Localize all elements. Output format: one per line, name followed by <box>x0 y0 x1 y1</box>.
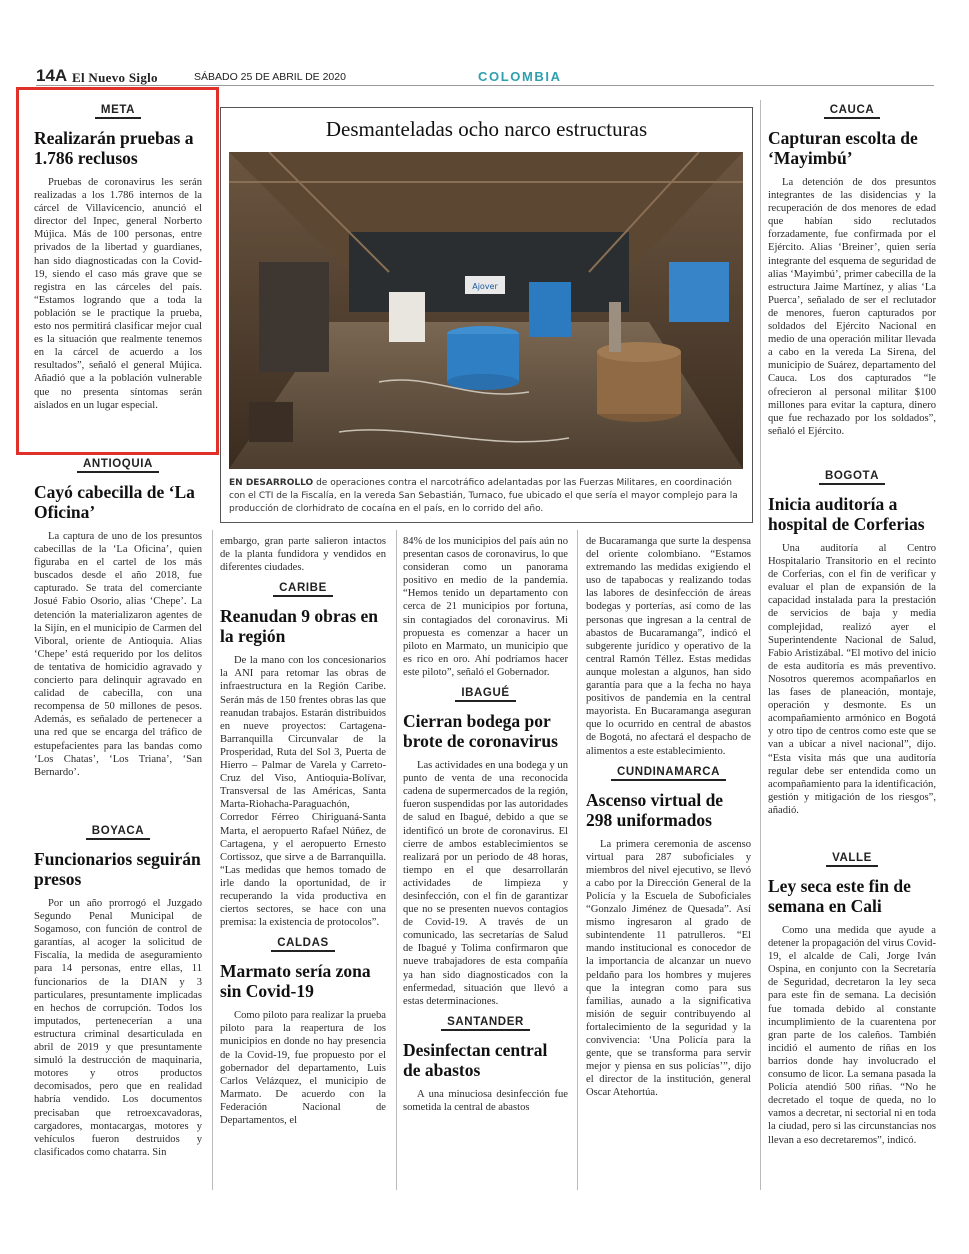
article-boyaca <box>34 825 202 1190</box>
section-tag: CAUCA <box>824 104 881 119</box>
article-body: Como una medida que ayude a detener la propagación del virus Covid-19, el alcalde de Cali, Jorge Iván Ospina, en conjunto con la Secretaría de Seguridad, decretaron la ley seca para este fin de semana. La decisión fue tomada debido al constante incumplimiento de la cuarentena por gran parte de los caleños. También incidió el aumento de riñas en los barrios donde hay involucrado el consumo de licor. La semana pasada la Policía atendió 500 riñas. “No he decretado el toque de queda, no lo vamos a decretar, ni sectorial ni en toda la ciudad, pero si las circunstancias nos llevan a eso decretaremos”, indicó. <box>768 925 936 1146</box>
column-3 <box>403 535 568 1185</box>
article-headline: Desinfectan central de abastos <box>403 1039 548 1080</box>
column-divider <box>577 530 578 1190</box>
section-tag: SANTANDER <box>441 1016 530 1031</box>
section-tag: CUNDINAMARCA <box>611 766 726 781</box>
article-headline: Reanudan 9 obras en la región <box>220 606 379 647</box>
photo-caption <box>229 477 743 516</box>
section-title: COLOMBIA <box>478 69 562 84</box>
page-header <box>36 68 934 86</box>
column-4 <box>586 535 751 1185</box>
article-headline: Ascenso virtual de 298 uniformados <box>586 789 724 830</box>
article-headline: Funcionarios seguirán presos <box>34 849 201 889</box>
column-divider <box>760 100 761 1190</box>
caption-lead: EN DESARROLLO <box>229 478 314 488</box>
article-headline: Capturan escolta de ‘Mayimbú’ <box>768 128 918 168</box>
column-2 <box>220 535 386 1185</box>
section-tag: IBAGUÉ <box>455 687 515 702</box>
article-body: La primera ceremonia de ascenso virtual para 287 suboficiales y miembros del nivel ejecutivo, se llevó a cabo por la Dirección General de la Policía y la Escuela de Suboficiales “Gonzalo Jiménez de Quesada”. Así mismo ingresaron al grado de subintendente 11 patrulleros. “El mando institucional es conocedor de la importancia de alcanzar un nuevo peldaño para los hombres y mujeres que la integran como para sus familias, aunado a la significativa misión de seguir contribuyendo al fortalecimiento de la seguridad y la convivencia: ‘Una Policía para la gente, que se transforma para servir mejor y piensa en sus policías’”, dijo el director de la institución, general Oscar Atehortúa. <box>586 838 751 1099</box>
section-tag: BOYACÁ <box>86 825 150 840</box>
article-continuation: de Bucaramanga que surte la despensa del oriente colombiano. “Estamos extremando las medidas exigiendo el uso de tapabocas y realizando todas las labores de desinfección de áreas bodegas y porterías, así como de las personas que ingresan a la central de abastos de Bucaramanga”, indicó el subgerente jurídico y operativo de la central Ramón Téllez. Estas medidas aunque molestan a algunos, han sido garantía para que a la fecha no haya positivos de pandemia en la central mayorista. En Bucaramanga aseguran que lo ocurrido en central de abastos de Bogotá, no afectará el despacho de alimentos a este establecimiento. <box>586 536 751 757</box>
article-headline: Ley seca este fin de semana en Cali <box>768 876 911 916</box>
section-tag: ANTIOQUIA <box>77 458 159 473</box>
section-tag: VALLE <box>826 852 878 867</box>
article-body: Como piloto para realizar la prueba piloto para la reapertura de los municipios en donde no hay presencia de la Covid-19, fue propuesto por el gobernador del departamento, Luis Carlos Velázquez, el municipio de Marmato. De acuerdo con la Federación Nacional de Departamentos, el <box>220 1010 386 1126</box>
article-body: Por un año prorrogó el Juzgado Segundo Penal Municipal de Sogamoso, con función de control de garantías, al acoger la solicitud de Fiscalía, la medida de aseguramiento para 14 personas, entre ellas, 11 funcionarios de la DIAN y 3 particulares, presuntamente implicadas en hechos de corrupción. Todos los imputados, pertenecerían a una estructura criminal desarticulada en abril de 2019 y que presuntamente simuló la destrucción de maquinaria, motores y otros productos decomisados, pero que en realidad habría vendido. Los documentos precisaban que retroexcavadoras, cargadores, montacargas, motores y vehículos fueron destruidos y clasificados como chatarra. Sin <box>34 898 202 1158</box>
section-tag: CALDAS <box>271 937 335 952</box>
article-antioquia <box>34 458 202 818</box>
article-continuation: embargo, gran parte salieron intactos de la planta fundidora y vendidos en diferentes ciudades. <box>220 536 386 574</box>
article-valle <box>768 852 936 1187</box>
article-body: La captura de uno de los presuntos cabecillas de la ‘La Oficina’, quien figuraba en el cartel de los más buscados desde el año 2018, fue capturado. Se trata del comerciante Josué Fabio Osorio, alias ‘Chepe’. La detención la materializaron agentes de la Sijín, en el municipio de Carmen del Viboral, oriente de Antioquia. Alias ‘Chepe’ está requerido por los delitos de tentativa de homicidio agravado y concierto para delinquir agravado en calidad de cabecilla, con una recompensa de 50 millones de pesos. Además, es señalado de pertenecer a una red que se encarga del tráfico de estupefacientes para las bandas como ‘Los Chatas’, ‘Los Triana’, ‘San Bernardo’. <box>34 531 202 778</box>
article-body: Una auditoría al Centro Hospitalario Transitorio en el recinto de Corferias, con el fin de verificar y evaluar el plan de expansión de la capacidad instalada para la prestación de servicios de baja y media complejidad, realizó ayer el Superintendente Nacional de Salud, Fabio Aristizábal. “El motivo del inicio de esta auditoría es más preventivo. Nosotros queremos acompañarlos en las fases de planeación, montaje, operación y desmonte. Es un acompañamiento armónico en Bogotá y otro tipo de centros como este que se van a ubicar a nivel nacional”, dijo. “Esta visita más que una auditoría regular debe ser entendida como un acompañamiento para la identificación, gestión y mitigación de los riesgos”, añadió. <box>768 543 936 816</box>
article-headline: Inicia auditoría a hospital de Corferias <box>768 494 925 534</box>
issue-date: SÁBADO 25 DE ABRIL DE 2020 <box>194 71 346 83</box>
section-tag: CARIBE <box>273 582 333 597</box>
article-headline: Realizarán pruebas a 1.786 reclusos <box>34 128 194 168</box>
newspaper-name: El Nuevo Siglo <box>72 70 158 85</box>
feature-photo-box <box>220 107 753 523</box>
article-cauca <box>768 104 936 464</box>
column-divider <box>212 530 213 1190</box>
article-headline: Cierran bodega por brote de coronavirus <box>403 711 558 752</box>
tank-label: Ajover <box>472 282 498 291</box>
page-number: 14A <box>36 66 68 85</box>
column-divider <box>396 530 397 1190</box>
feature-title: Desmanteladas ocho narco estructuras <box>325 117 648 141</box>
caption-text: de operaciones contra el narcotráfico adelantadas por las Fuerzas Militares, en coordinación con el CTI de la Fiscalía, en la vereda San Sebastián, Tumaco, fue ubicado el que sería el mayor complejo para la producción de clorhidrato de cocaína en el país, en lo corrido del año. <box>229 478 738 514</box>
feature-photo <box>229 152 743 469</box>
article-bogota <box>768 470 936 848</box>
article-body: Pruebas de coronavirus les serán realizadas a los 1.786 internos de la cárcel de Villavicencio, anunció el director del Inpec, general Norberto Mújica. Más de 100 personas, entre privados de la libertad y guardianes, han sido diagnosticadas con la Covid-19, siendo el caso más grave que se registra en las cárceles del país. “Estamos logrando que a toda la población se le practique la prueba, esto nos permitirá clasificar mejor cual es la situación que realmente tenemos en la cárcel de acuerdo a los resultados”, señaló el general Mújica. Añadió que a la población vulnerable que no presenta síntomas serán aislados en un lugar especial. <box>34 177 202 411</box>
section-tag: META <box>95 104 141 119</box>
lab-photo-illustration <box>229 152 743 469</box>
article-body: Las actividades en una bodega y un punto de venta de una reconocida cadena de supermercados de la región, fueron suspendidas por las autoridades de salud en Ibagué, debido a que se identificó un brote de coronavirus. El cierre de ambos establecimientos se realizará por un periodo de 48 horas, tiempo en el que desarrollarán actividades de limpieza y desinfección, con el fin de garantizar que no se presenten nuevos contagios de Covid-19. A través de un comunicado, las secretarías de Salud de Ibagué y Tolima confirmaron que nueve trabajadores de esta compañía ya han sido diagnosticados con la enfermedad, situación que llevó a estas determinaciones. <box>403 760 568 1007</box>
article-body: A una minuciosa desinfección fue sometida la central de abastos <box>403 1088 568 1113</box>
article-continuation: 84% de los municipios del país aún no presentan casos de coronavirus, lo que consideran como un panorama positivo en medio de la pandemia. “Hemos tenido un departamento con cerca de 21 municipios por fortuna, sin contagiados del coronavirus. Mi propuesta es comenzar a hacer un piloto en Marmato, un municipio que es rico en oro. Ahí podríamos hacer este piloto”, señaló el Gobernador. <box>403 536 568 678</box>
article-headline: Marmato sería zona sin Covid-19 <box>220 961 371 1002</box>
article-body: La detención de dos presuntos integrantes de las disidencias y la recuperación de dos menores de edad que habían sido reclutados forzadamente, fue confirmada por el Ejército. Alias ‘Breiner’, quien sería integrante del esquema de seguridad de alias ‘Mayimbú’, primer cabecilla de la estructura Jaime Martínez, y alias ‘La Puerca’, señalado de ser el reclutador de menores, fueron capturados por soldados del Ejército Nacional en medio de una operación militar llevada a cabo en la vereda La Sirena, del municipio de Suárez, departamento del Cauca. Los dos capturados “le ofrecieron al personal militar $100 millones para evitar la captura, dinero que fue rechazado por los soldados”, señaló el Ejército. <box>768 177 936 437</box>
article-headline: Cayó cabecilla de ‘La Oficina’ <box>34 482 195 522</box>
highlight-box <box>16 87 219 455</box>
section-tag: BOGOTÁ <box>819 470 885 485</box>
article-body: De la mano con los concesionarios la ANI para retomar las obras de infraestructura en la Región Caribe. Serán más de 150 frentes obras las que reanudan trabajos. Estarán distribuidos en nueve proyectos: Cartagena-Barranquilla Circunvalar de la Prosperidad, Ruta del Sol 3, Puerta de Hierro – Palmar de Varela y Carreto-Cruz del Viso, Antioquia-Bolívar, Transversal de las Américas, Santa Marta-Riohacha-Paraguachón, Corredor Férreo Chiriguaná-Santa Marta, el aeropuerto Rafael Núñez, de Cartagena, y el aeropuerto Ernesto Cortissoz, que sirve a de Barranquilla. “Las medidas que hemos tomado de irle dando la oportunidad, de ir recuperando la vida productiva en ciertos sectores, se hace con una premisa: la existencia de protocolos”. <box>220 655 386 929</box>
